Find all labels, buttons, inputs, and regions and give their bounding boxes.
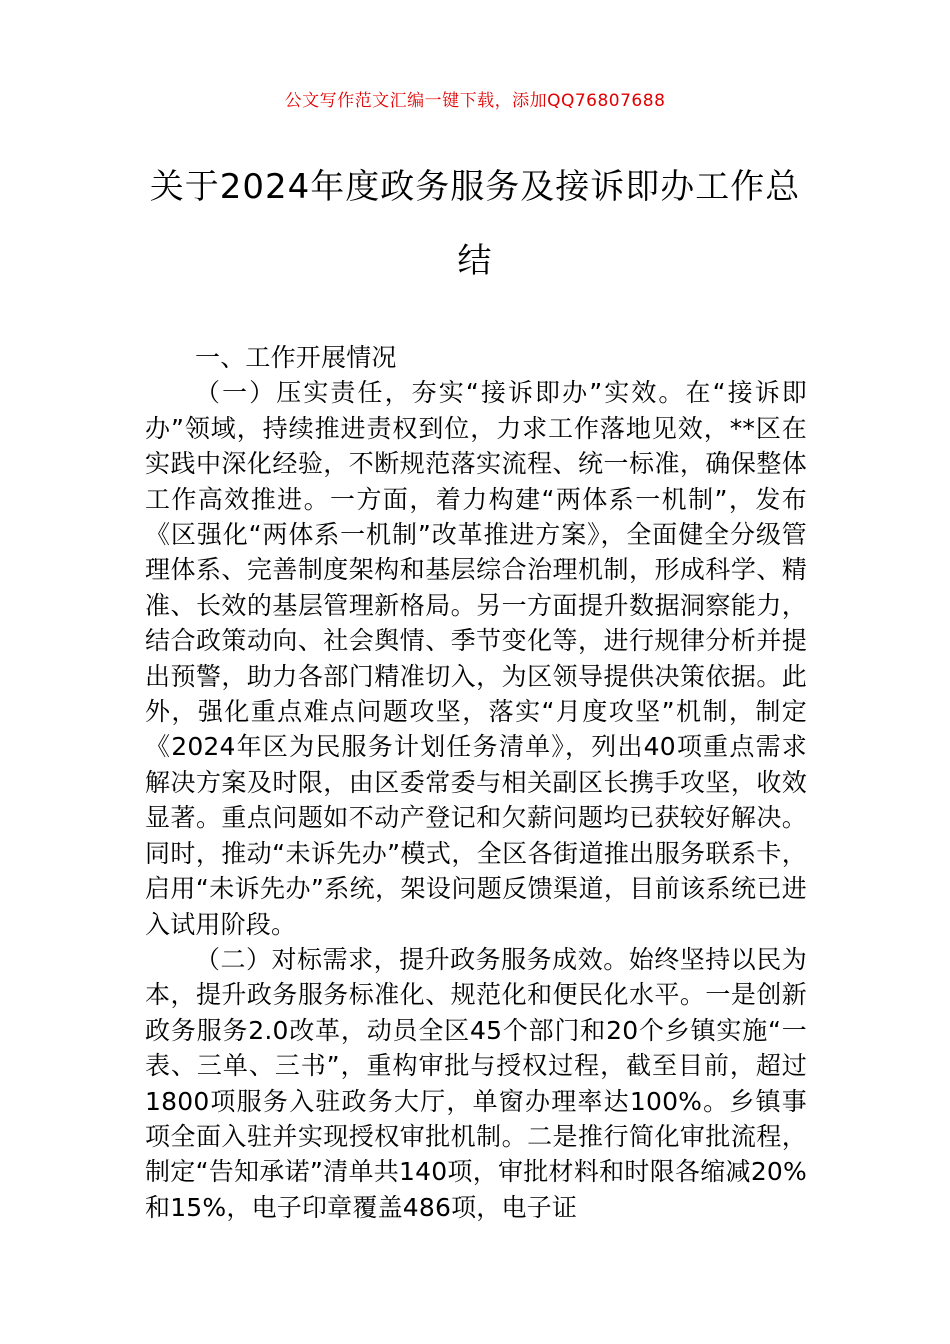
download-promo-note: 公文写作范文汇编一键下载，添加QQ76807688 <box>284 91 666 111</box>
section-heading: 一、工作开展情况 <box>195 343 397 372</box>
paragraph-responsibility: （一）压实责任，夯实“接诉即办”实效。在“接诉即办”领域，持续推进责权到位，力求工作落地见效，**区在实践中深化经验，不断规范落实流程、统一标准，确保整体工作高效推进。一方面，着力构建“两体系一机制”，发布《区强化“两体系一机制”改革推进方案》，全面健全分级管理体系、完善制度架构和基层综合治理机制，形成科学、精准、长效的基层管理新格局。另一方面提升数据洞察能力，结合政策动向、社会舆情、季节变化等，进行规律分析并提出预警，助力各部门精准切入，为区领导提供决策依据。此外，强化重点难点问题攻坚，落实“月度攻坚”机制，制定《2024年区为民服务计划任务清单》，列出40项重点需求解决方案及时限，由区委常委与相关副区长携手攻坚，收效显著。重点问题如不动产登记和欠薪问题均已获较好解决。同时，推动“未诉先办”模式，全区各街道推出服务联系卡，启用“未诉先办”系统，架设问题反馈渠道，目前该系统已进入试用阶段。 <box>145 378 807 939</box>
document-title: 关于2024年度政务服务及接诉即办工作总结 <box>149 167 801 281</box>
document-body <box>145 340 807 1225</box>
paragraph-government-services: （二）对标需求，提升政务服务成效。始终坚持以民为本，提升政务服务标准化、规范化和便民化水平。一是创新政务服务2.0改革，动员全区45个部门和20个乡镇实施“一表、三单、三书”，重构审批与授权过程，截至目前，超过1800项服务入驻政务大厅，单窗办理率达100%。乡镇事项全面入驻并实现授权审批机制。二是推行简化审批流程，制定“告知承诺”清单共140项，审批材料和时限各缩减20%和15%，电子印章覆盖486项，电子证 <box>145 944 807 1222</box>
